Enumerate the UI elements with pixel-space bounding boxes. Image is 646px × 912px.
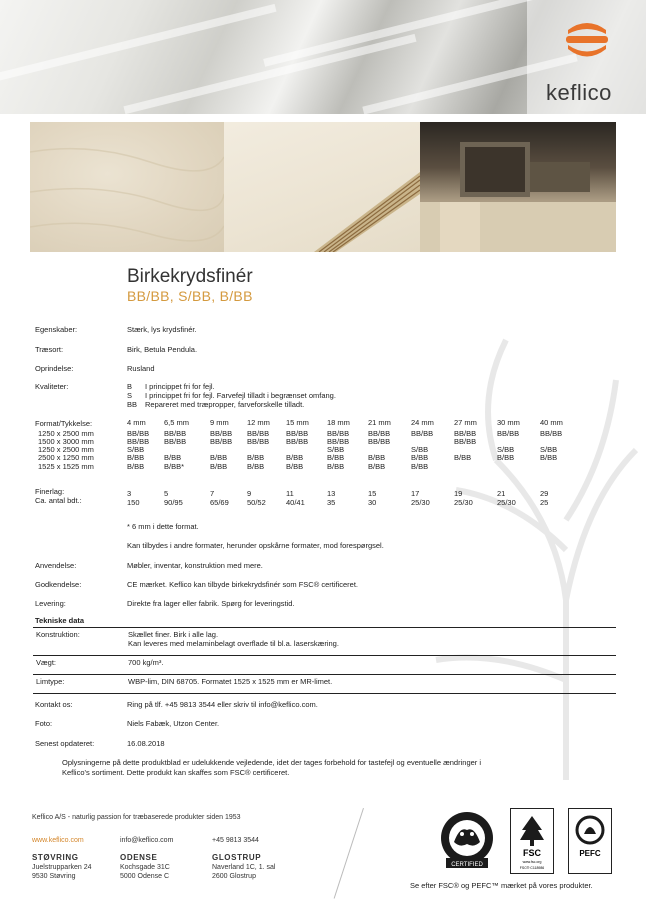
grade-cell: B/BB (368, 461, 386, 471)
bdt-cell: 90/95 (164, 498, 183, 507)
keflico-logo-icon (560, 12, 614, 66)
label-format: Format/Tykkelse: (35, 419, 93, 428)
grade-cell: B/BB (327, 453, 345, 463)
grade-cell: S/BB (127, 445, 145, 455)
grade-cell: S/BB (411, 445, 429, 455)
format-size: 1525 x 1525 mm (38, 461, 94, 471)
grade-cell: BB/BB (368, 436, 391, 446)
grade-cell: B/BB (368, 453, 386, 463)
quality-text: I princippet fri for fejl. (145, 382, 215, 391)
grade-cell: B/BB (210, 461, 228, 471)
footer-website-link[interactable]: www.keflico.com (32, 837, 84, 844)
fsc-code: FSC® C118986 (519, 866, 545, 870)
tech-line: Skællet finer. Birk i alle lag. (128, 630, 219, 639)
quality-code: B (127, 382, 133, 391)
grade-cell: B/BB (497, 453, 515, 463)
grade-cell: BB/BB (454, 436, 477, 446)
grade-cell: BB/BB (411, 428, 434, 438)
birch-surface-photo (30, 122, 224, 252)
grade-cell: BB/BB (210, 436, 233, 446)
quality-text: Repareret med træpropper, farveforskelle tilladt. (145, 400, 305, 409)
thickness-header: 4 mm (127, 418, 146, 427)
grade-cell: B/BB (454, 453, 472, 463)
grade-cell: BB/BB (454, 428, 477, 438)
thickness-header: 21 mm (368, 418, 391, 427)
grade-cell: S/BB (327, 445, 345, 455)
label-egenskaber: Egenskaber: (35, 325, 78, 334)
finerlag-cell: 21 (497, 489, 506, 498)
label-traesort: Træsort: (35, 345, 64, 354)
thickness-header: 40 mm (540, 418, 563, 427)
grade-cell: B/BB (327, 461, 345, 471)
bdt-cell: 25 (540, 498, 549, 507)
tech-title: Tekniske data (35, 616, 85, 625)
office-city: GLOSTRUP (212, 853, 262, 862)
thickness-header: 24 mm (411, 418, 434, 427)
footer-divider (334, 808, 364, 899)
office-city: STØVRING (32, 853, 79, 862)
grade-cell: BB/BB (247, 436, 270, 446)
grade-cell: B/BB (411, 453, 429, 463)
value-kontakt[interactable]: Ring på tlf. +45 9813 3544 eller skriv til info@keflico.com. (127, 700, 318, 709)
tech-line: WBP-lim, DIN 68705. Formatet 1525 x 1525 mm er MR-limet. (128, 677, 333, 686)
bdt-cell: 25/30 (411, 498, 430, 507)
grade-cell: S/BB (540, 445, 558, 455)
footer-email-link[interactable]: info@keflico.com (120, 837, 174, 844)
brand-name: keflico (546, 80, 612, 105)
product-grades: BB/BB, S/BB, B/BB (127, 288, 253, 304)
grade-cell: B/BB (210, 453, 228, 463)
finerlag-cell: 19 (454, 489, 463, 498)
grade-cell: BB/BB (286, 428, 309, 438)
value-oprindelse: Rusland (127, 364, 155, 373)
value-foto: Niels Fabæk, Utzon Center. (127, 719, 220, 728)
cert-caption: Se efter FSC® og PEFC™ mærket på vores produkter. (410, 881, 593, 890)
value-opdateret: 16.08.2018 (127, 739, 165, 748)
finerlag-cell: 9 (247, 489, 252, 498)
thickness-header: 30 mm (497, 418, 520, 427)
tree-watermark-icon (416, 300, 646, 780)
table-row (33, 656, 616, 675)
label-godkendelse: Godkendelse: (35, 580, 82, 589)
quality-code: S (127, 391, 133, 400)
office-street: Kochsgade 31C (120, 863, 170, 871)
tech-table (33, 627, 616, 694)
grade-cell: BB/BB (327, 428, 350, 438)
label-foto: Foto: (35, 719, 53, 728)
grade-cell: BB/BB (127, 436, 150, 446)
format-size: 1500 x 3000 mm (38, 436, 94, 446)
bdt-cell: 65/69 (210, 498, 229, 507)
format-size: 1250 x 2500 mm (38, 445, 94, 455)
thickness-header: 9 mm (210, 418, 229, 427)
grade-cell: BB/BB (497, 428, 520, 438)
pefc-logo-icon (568, 808, 612, 874)
bdt-cell: 50/52 (247, 498, 266, 507)
office-glostrup (212, 853, 275, 882)
grade-cell: BB/BB (327, 436, 350, 446)
footnote: * 6 mm i dette format. (127, 522, 199, 531)
grade-cell: S/BB (497, 445, 515, 455)
value-egenskaber: Stærk, lys krydsfinér. (127, 325, 197, 334)
finerlag-cell: 3 (127, 489, 132, 498)
label-opdateret: Senest opdateret: (35, 739, 95, 748)
quality-item (127, 382, 336, 391)
grade-cell: B/BB (127, 461, 145, 471)
quality-list (127, 382, 336, 409)
grade-cell: BB/BB (247, 428, 270, 438)
grade-cell: B/BB (411, 461, 429, 471)
thickness-header: 27 mm (454, 418, 477, 427)
tech-key: Vægt: (33, 656, 125, 675)
quality-text: I princippet fri for fejl. Farvefejl tilladt i begrænset omfang. (145, 391, 336, 400)
grade-cell: B/BB (286, 461, 304, 471)
grade-cell: B/BB (247, 461, 265, 471)
grade-cell: B/BB (127, 453, 145, 463)
office-zip: 5000 Odense C (120, 873, 170, 880)
office-city: ODENSE (120, 853, 158, 862)
thickness-header: 12 mm (247, 418, 270, 427)
finerlag-cell: 13 (327, 489, 336, 498)
grade-cell: BB/BB (164, 436, 187, 446)
disclaimer-text: Oplysningerne på dette produktblad er udelukkende vejledende, idet der tages forbehold for tastefejl og eventuelle ændringer i Keflico's sortiment. Dette produkt kan skaffes som FSC® certificeret. (62, 758, 482, 777)
format-size: 1250 x 2500 mm (38, 428, 94, 438)
quality-item (127, 391, 336, 400)
table-row (33, 675, 616, 694)
rainforest-alliance-icon (440, 808, 494, 874)
value-levering: Direkte fra lager eller fabrik. Spørg for leveringstid. (127, 599, 295, 608)
finerlag-cell: 15 (368, 489, 377, 498)
label-levering: Levering: (35, 599, 66, 608)
tech-value (125, 628, 616, 656)
bdt-cell: 25/30 (454, 498, 473, 507)
grade-cell: BB/BB (540, 428, 563, 438)
value-anvendelse: Møbler, inventar, konstruktion med mere. (127, 561, 263, 570)
table-row (33, 628, 616, 656)
finerlag-cell: 7 (210, 489, 215, 498)
tech-value (125, 656, 616, 675)
grade-cell: B/BB (286, 453, 304, 463)
thickness-header: 6,5 mm (164, 418, 190, 427)
bdt-cell: 25/30 (497, 498, 516, 507)
tech-key: Konstruktion: (33, 628, 125, 656)
grade-cell: B/BB (247, 453, 265, 463)
grade-cell: BB/BB (164, 428, 187, 438)
product-title: Birkekrydsfinér (127, 266, 253, 287)
value-godkendelse: CE mærket. Keflico kan tilbyde birkekrydsfinér som FSC® certificeret. (127, 580, 359, 589)
rainforest-label: CERTIFIED (451, 862, 483, 868)
thickness-header: 18 mm (327, 418, 350, 427)
finerlag-cell: 29 (540, 489, 549, 498)
office-street: Naverland 1C, 1. sal (212, 863, 276, 871)
label-oprindelse: Oprindelse: (35, 364, 74, 373)
value-traesort: Birk, Betula Pendula. (127, 345, 198, 354)
fsc-site: www.fsc.org (522, 860, 542, 864)
grade-cell: B/BB (164, 453, 182, 463)
finerlag-cell: 5 (164, 489, 169, 498)
format-note: Kan tilbydes i andre formater, herunder opskårne formater, mod forespørgsel. (127, 541, 384, 550)
showroom-photo (420, 122, 616, 252)
plywood-edge-photo (224, 122, 420, 252)
format-size: 2500 x 1250 mm (38, 453, 94, 463)
grade-cell: BB/BB (210, 428, 233, 438)
grade-cell: BB/BB (286, 436, 309, 446)
label-kvaliteter: Kvaliteter: (35, 382, 69, 391)
office-zip: 9530 Støvring (32, 873, 76, 880)
finerlag-cell: 11 (286, 489, 294, 498)
grade-cell: BB/BB (368, 428, 391, 438)
bdt-label: Ca. antal bdt.: (35, 496, 82, 505)
fsc-logo-icon (510, 808, 554, 874)
footer-phone[interactable]: +45 9813 3544 (212, 837, 259, 844)
office-street: Juelstrupparken 24 (32, 863, 92, 871)
quality-code: BB (127, 400, 138, 409)
office-odense (120, 853, 170, 882)
tech-line: 700 kg/m³. (128, 658, 164, 667)
bdt-cell: 150 (127, 498, 140, 507)
finerlag-cell: 17 (411, 489, 420, 498)
quality-item (127, 400, 336, 409)
finerlag-label: Finerlag: (35, 487, 65, 496)
fsc-name: FSC (523, 848, 541, 858)
office-stovring (32, 853, 92, 882)
tech-key: Limtype: (33, 675, 125, 694)
grade-cell: B/BB (540, 453, 558, 463)
grade-cell: B/BB* (164, 461, 185, 471)
pefc-name: PEFC (579, 849, 601, 858)
bdt-cell: 40/41 (286, 498, 305, 507)
footer-tagline: Keflico A/S - naturlig passion for træbaserede produkter siden 1953 (32, 814, 241, 821)
label-anvendelse: Anvendelse: (35, 561, 77, 570)
grade-cell: BB/BB (127, 428, 150, 438)
bdt-cell: 35 (327, 498, 336, 507)
tech-line: Kan leveres med melaminbelagt overflade til bl.a. laserskæring. (128, 639, 339, 648)
thickness-header: 15 mm (286, 418, 309, 427)
office-zip: 2600 Glostrup (212, 873, 256, 880)
tech-value (125, 675, 616, 694)
bdt-cell: 30 (368, 498, 377, 507)
label-kontakt: Kontakt os: (35, 700, 73, 709)
